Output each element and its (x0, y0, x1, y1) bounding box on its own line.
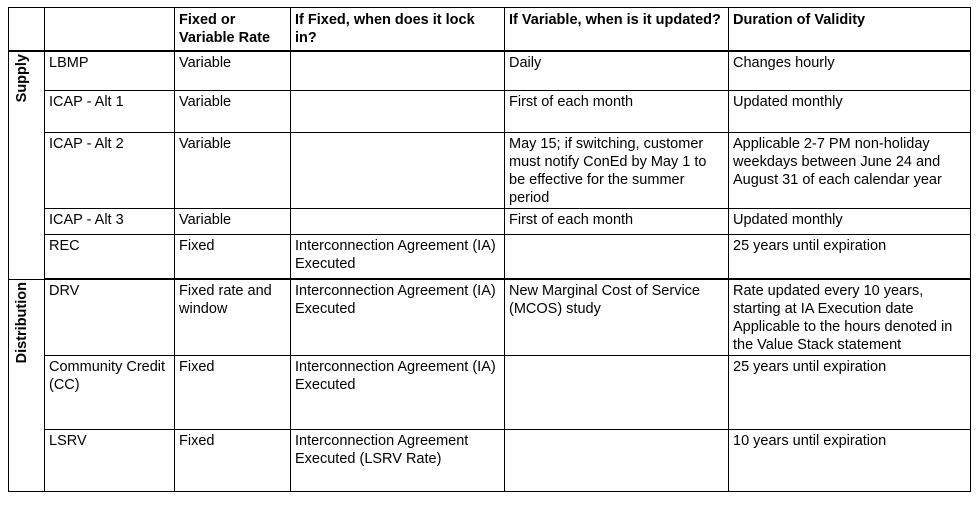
duration-cell: Rate updated every 10 years, starting at IA Execution date Applicable to the hours denoted in the Value Stack statement (729, 279, 971, 356)
row-name: ICAP - Alt 2 (45, 133, 175, 209)
table-row (9, 133, 971, 209)
rate-type-cell: Variable (175, 91, 291, 133)
duration-cell: 10 years until expiration (729, 430, 971, 492)
header-component-blank (45, 8, 175, 52)
group-label-text: Supply (14, 54, 30, 103)
header-row (9, 8, 971, 52)
fixed-lock-cell (291, 209, 505, 235)
fixed-lock-cell: Interconnection Agreement (IA) Executed (291, 279, 505, 356)
rate-type-cell: Fixed (175, 356, 291, 430)
rate-type-cell: Variable (175, 51, 291, 91)
header-group-blank (9, 8, 45, 52)
variable-update-cell: First of each month (505, 91, 729, 133)
row-name: ICAP - Alt 3 (45, 209, 175, 235)
header-variable-update: If Variable, when is it updated? (505, 8, 729, 52)
variable-update-cell (505, 356, 729, 430)
variable-update-cell: May 15; if switching, customer must notify ConEd by May 1 to be effective for the summer period (505, 133, 729, 209)
table-row (9, 356, 971, 430)
rate-type-cell: Variable (175, 209, 291, 235)
duration-cell: Applicable 2-7 PM non-holiday weekdays between June 24 and August 31 of each calendar year (729, 133, 971, 209)
variable-update-cell: New Marginal Cost of Service (MCOS) study (505, 279, 729, 356)
variable-update-cell: Daily (505, 51, 729, 91)
duration-cell: 25 years until expiration (729, 235, 971, 280)
row-name: LBMP (45, 51, 175, 91)
variable-update-cell (505, 430, 729, 492)
fixed-lock-cell (291, 91, 505, 133)
rate-type-cell: Fixed rate and window (175, 279, 291, 356)
rate-type-cell: Fixed (175, 235, 291, 280)
row-name: LSRV (45, 430, 175, 492)
row-name: ICAP - Alt 1 (45, 91, 175, 133)
table-row (9, 235, 971, 280)
header-duration: Duration of Validity (729, 8, 971, 52)
rate-type-cell: Fixed (175, 430, 291, 492)
variable-update-cell (505, 235, 729, 280)
row-name: DRV (45, 279, 175, 356)
table-row (9, 91, 971, 133)
table-row (9, 51, 971, 91)
rate-type-cell: Variable (175, 133, 291, 209)
duration-cell: 25 years until expiration (729, 356, 971, 430)
duration-cell: Updated monthly (729, 209, 971, 235)
fixed-lock-cell: Interconnection Agreement (IA) Executed (291, 235, 505, 280)
fixed-lock-cell: Interconnection Agreement Executed (LSRV Rate) (291, 430, 505, 492)
duration-cell: Updated monthly (729, 91, 971, 133)
fixed-lock-cell: Interconnection Agreement (IA) Executed (291, 356, 505, 430)
table-row (9, 209, 971, 235)
header-fixed-or-variable: Fixed or Variable Rate (175, 8, 291, 52)
duration-cell: Changes hourly (729, 51, 971, 91)
fixed-lock-cell (291, 133, 505, 209)
group-label-distribution (9, 279, 45, 492)
row-name: Community Credit (CC) (45, 356, 175, 430)
group-label-text: Distribution (14, 281, 30, 363)
group-label-supply (9, 51, 45, 279)
table-row (9, 279, 971, 356)
header-fixed-lock-in: If Fixed, when does it lock in? (291, 8, 505, 52)
value-stack-table (8, 7, 971, 492)
variable-update-cell: First of each month (505, 209, 729, 235)
table-row (9, 430, 971, 492)
fixed-lock-cell (291, 51, 505, 91)
row-name: REC (45, 235, 175, 280)
